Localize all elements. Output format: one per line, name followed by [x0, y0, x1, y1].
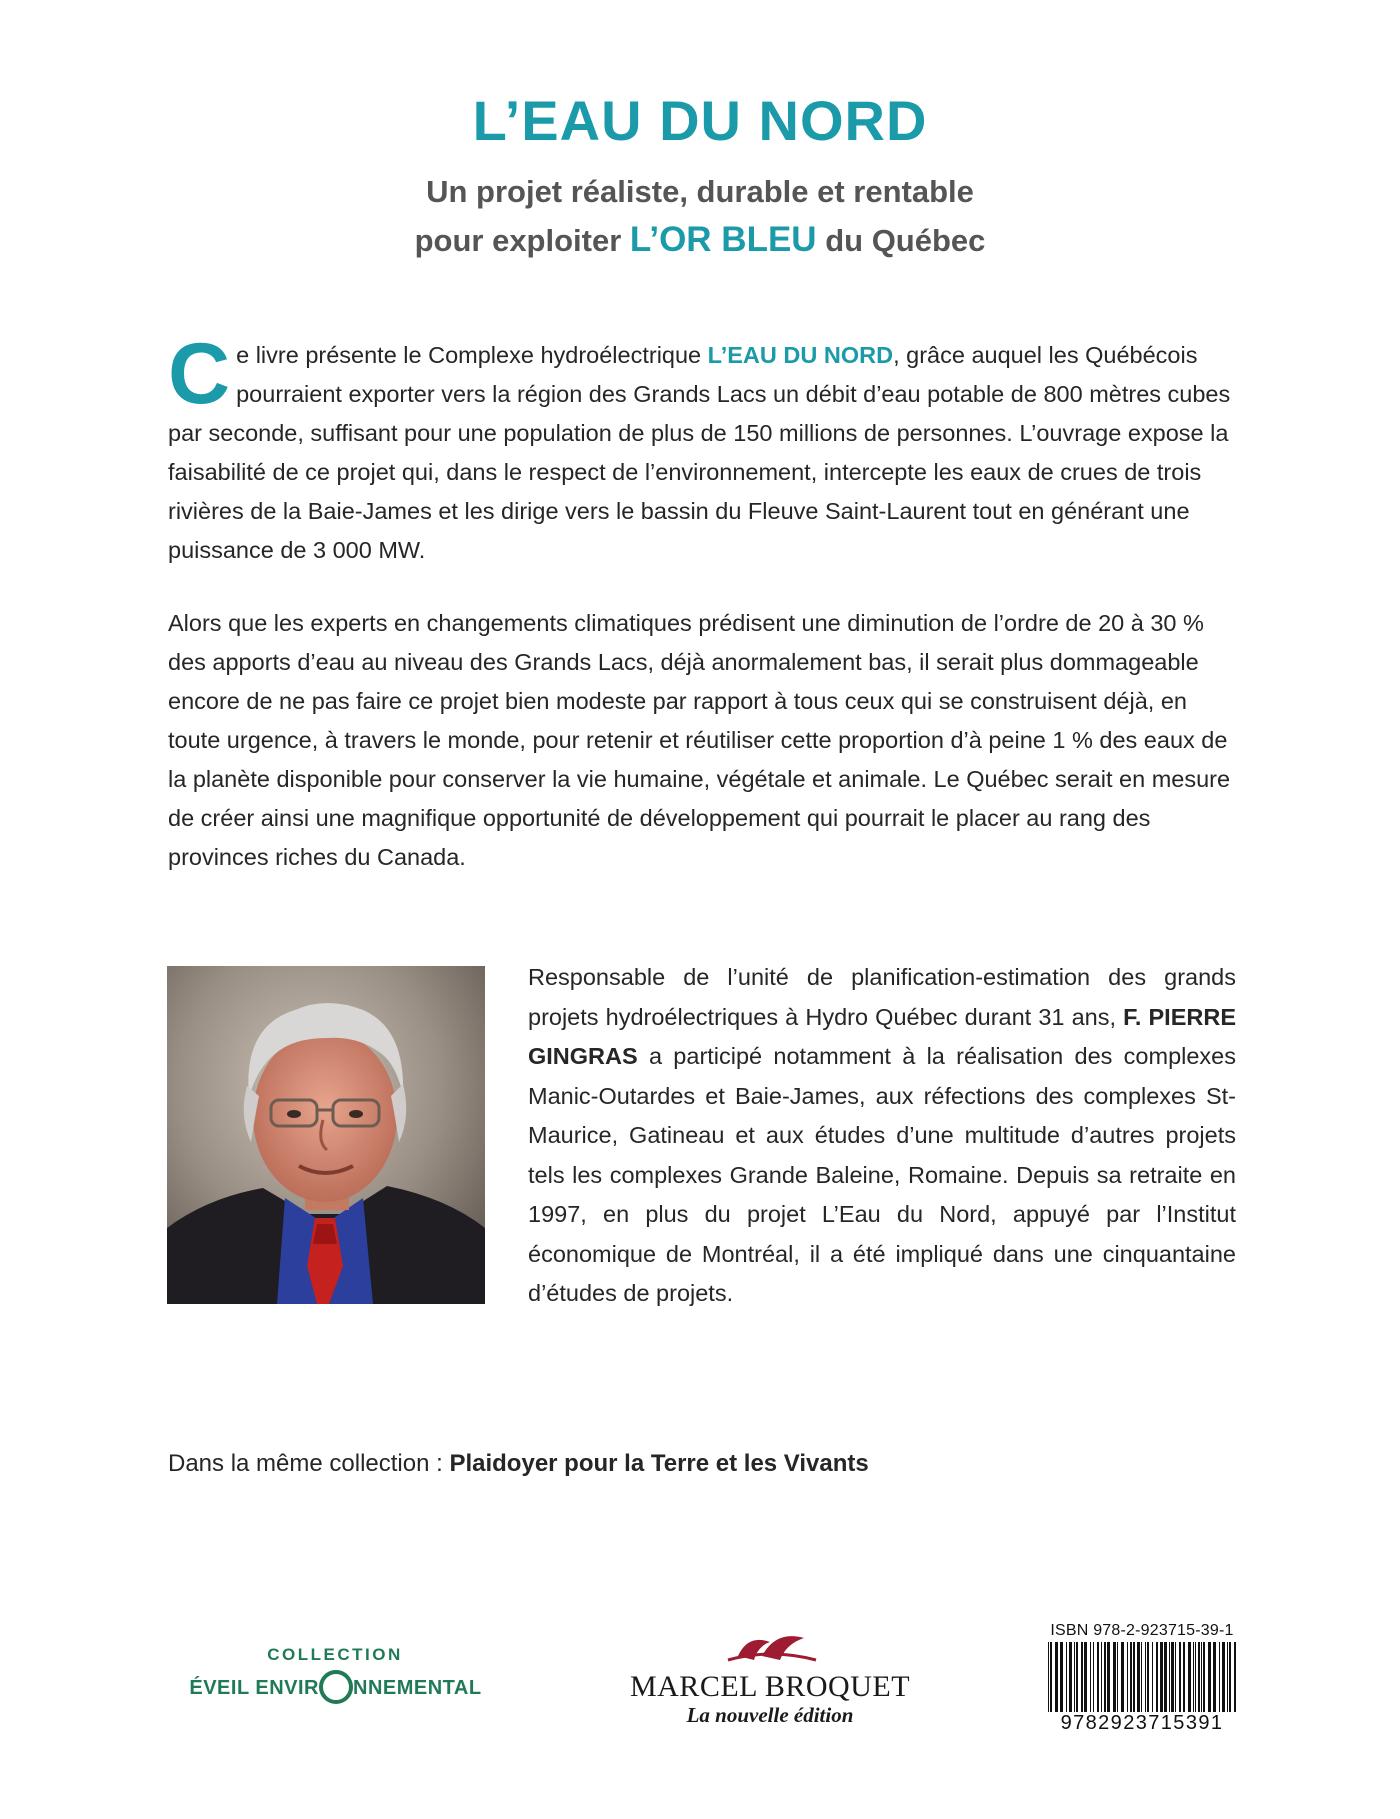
second-paragraph: Alors que les experts en changements climatiques prédisent une diminution de l’ordre de 20 à 30 % des apports d’eau au niveau des Grands Lacs, déjà anormalement bas, il serait plus dommageable encore de ne pas faire ce projet bien modeste par rapport à tous ceux qui se construisent déjà, en toute urgence, à travers le monde, pour retenir et réutiliser cette proportion d’à peine 1 % des eaux de la planète disponible pour conserver la vie humaine, végétale et animale. Le Québec serait en mesure de créer ainsi une magnifique opportunité de développement qui pourrait le placer au rang des provinces riches du Canada. — [168, 610, 1231, 870]
barcode-bar — [1137, 1642, 1140, 1712]
barcode-bar — [1055, 1642, 1058, 1712]
barcode-bar — [1113, 1642, 1116, 1712]
barcode-bar — [1076, 1642, 1078, 1712]
barcode-bar — [1156, 1642, 1158, 1712]
collection-label: Dans la même collection : — [168, 1450, 450, 1477]
eveil-collection-label: COLLECTION — [267, 1645, 403, 1664]
subtitle-line-2-pre: pour exploiter — [414, 223, 630, 258]
barcode-bar — [1201, 1642, 1202, 1712]
collection-note — [168, 1450, 869, 1478]
publisher-tagline: La nouvelle édition — [686, 1703, 854, 1727]
barcode-bar — [1179, 1642, 1181, 1712]
barcode-bar — [1188, 1642, 1191, 1712]
barcode-bar — [1130, 1642, 1132, 1712]
barcode-number: 9782923715391 — [1044, 1712, 1240, 1735]
barcode-bar — [1060, 1642, 1063, 1712]
barcode-bar — [1066, 1642, 1067, 1712]
barcode-bar — [1133, 1642, 1135, 1712]
author-portrait-illustration — [167, 966, 485, 1304]
collection-book-title: Plaidoyer pour la Terre et les Vivants — [449, 1450, 869, 1477]
bio-text-pre: Responsable de l’unité de planification-estimation des grands projets hydroélectriques à Hydro Québec durant 31 ans, — [528, 964, 1236, 1030]
subtitle-line-1: Un projet réaliste, durable et rentable — [426, 174, 974, 209]
barcode-bar — [1193, 1642, 1194, 1712]
barcode-bar — [1069, 1642, 1072, 1712]
subtitle-accent: L’OR BLEU — [629, 220, 817, 259]
barcode-bar — [1160, 1642, 1163, 1712]
barcode-bar — [1090, 1642, 1091, 1712]
barcode-bar — [1198, 1642, 1200, 1712]
barcode-bar — [1152, 1642, 1153, 1712]
barcode-bar — [1222, 1642, 1225, 1712]
intro-paragraph — [168, 326, 1236, 570]
barcode-bar — [1169, 1642, 1170, 1712]
barcode-bar — [1093, 1642, 1094, 1712]
barcode-bar — [1195, 1642, 1196, 1712]
bio-text-post: a participé notamment à la réalisation des complexes Manic-Outardes et Baie-James, aux réfections des complexes St-Maurice, Gatineau et aux études d’une multitude d’autres projets tels les complexes Grande Baleine, Romaine. Depuis sa retraite en 1997, en plus du projet L’Eau du Nord, appuyé par l’Institut économique de Montréal, il a été impliqué dans une cinquantaine d’études de projets. — [528, 1043, 1236, 1306]
intro-text-post: , grâce auquel les Québécois pourraient exporter vers la région des Grands Lacs un débit d’eau potable de 800 mètres cubes par seconde, suffisant pour une population de plus de 150 millions de personnes. L’ouvrage expose la faisabilité de ce projet qui, dans le respect de l’environnement, intercepte les eaux de crues de trois rivières de la Baie-James et les dirige vers le bassin du Fleuve Saint-Laurent tout en générant une puissance de 3 000 MW. — [168, 342, 1231, 563]
eveil-left-text: ÉVEIL ENVIR — [189, 1677, 319, 1699]
barcode-bar — [1208, 1642, 1211, 1712]
author-photo — [167, 966, 485, 1304]
barcode-bar — [1097, 1642, 1099, 1712]
drop-cap: C — [168, 326, 231, 422]
barcode-bar — [1203, 1642, 1205, 1712]
intro-text-pre: e livre présente le Complexe hydroélectrique — [236, 342, 708, 368]
eveil-right-text: NNEMENTAL — [353, 1677, 482, 1699]
barcode-bar — [1107, 1642, 1110, 1712]
barcode-bar — [1227, 1642, 1228, 1712]
barcode-bar — [1229, 1642, 1231, 1712]
barcode-bar — [1081, 1642, 1083, 1712]
barcode-bar — [1213, 1642, 1216, 1712]
intro-accent: L’EAU DU NORD — [707, 342, 894, 368]
eveil-environnemental-logo — [165, 1640, 505, 1720]
book-title: L’EAU DU NORD — [472, 89, 928, 152]
barcode-bar — [1141, 1642, 1142, 1712]
barcode-bar — [1121, 1642, 1124, 1712]
subtitle-line-2 — [0, 216, 1400, 265]
barcode-bar — [1101, 1642, 1102, 1712]
barcode-bar — [1183, 1642, 1185, 1712]
barcode-bar — [1104, 1642, 1106, 1712]
marcel-broquet-logo — [620, 1620, 920, 1730]
eveil-o-ring — [321, 1672, 351, 1702]
barcode-bar — [1074, 1642, 1075, 1712]
barcode-bar — [1171, 1642, 1174, 1712]
barcode-bar — [1117, 1642, 1118, 1712]
author-name: F. PIERRE GINGRAS — [528, 1003, 1236, 1069]
barcode-bar — [1084, 1642, 1087, 1712]
barcode-bar — [1175, 1642, 1176, 1712]
book-subtitle — [0, 168, 1400, 265]
publisher-name: MARCEL BROQUET — [629, 1670, 911, 1703]
subtitle-line-2-post: du Québec — [816, 223, 986, 258]
barcode-bar — [1164, 1642, 1167, 1712]
barcode-bar — [1219, 1642, 1220, 1712]
isbn-label: ISBN 978-2-923715-39-1 — [1050, 1622, 1234, 1639]
author-bio — [528, 958, 1236, 1314]
barcode-bar — [1127, 1642, 1128, 1712]
